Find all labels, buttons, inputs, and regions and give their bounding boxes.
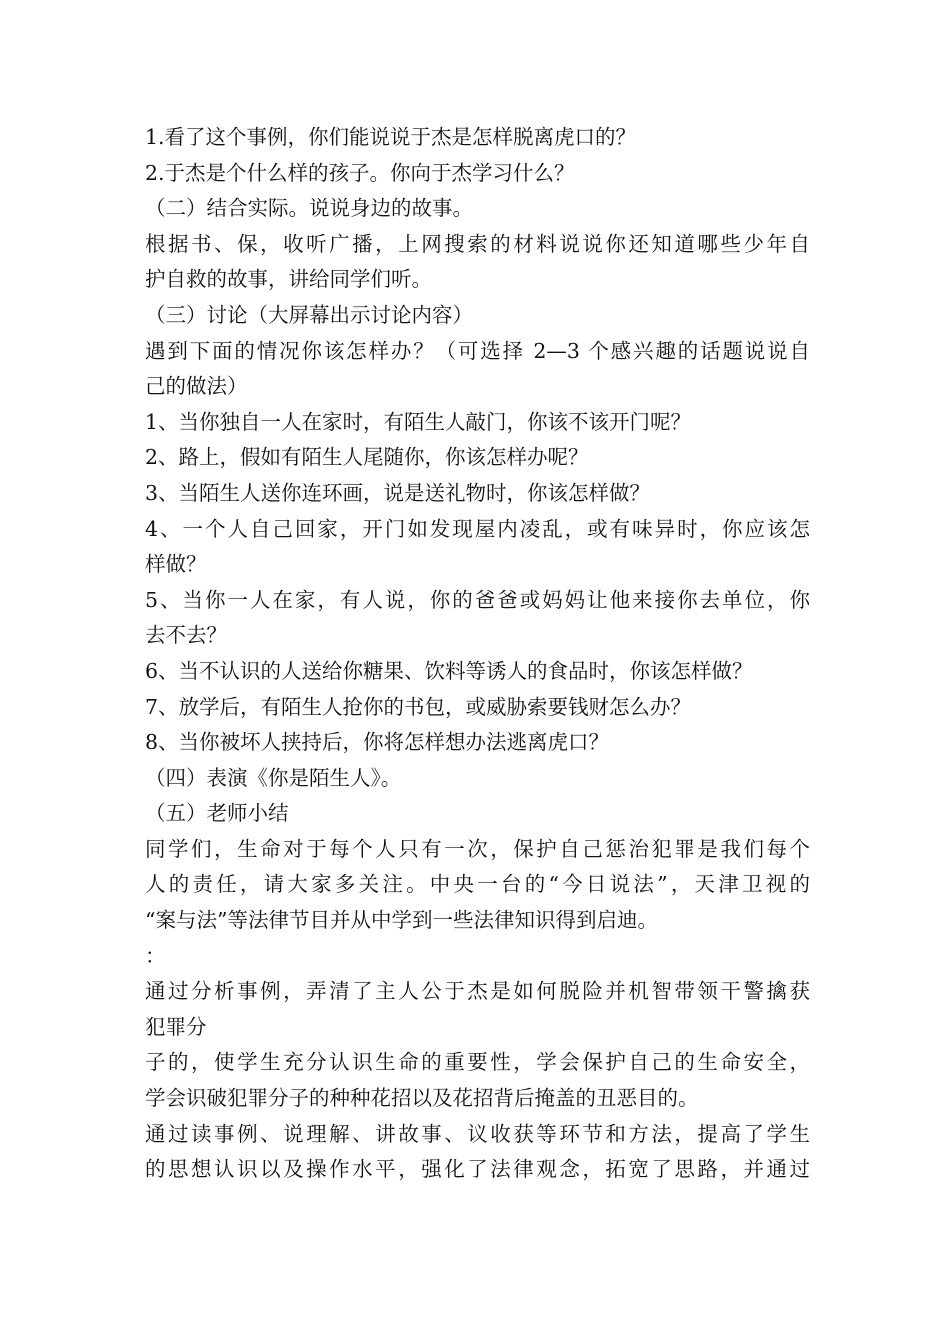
document-line: 1.看了这个事例，你们能说说于杰是怎样脱离虎口的？ bbox=[145, 125, 637, 149]
document-line: 犯罪分 bbox=[145, 1014, 207, 1039]
document-line: 学会识破犯罪分子的种种花招以及花招背后掩盖的丑恶目的。 bbox=[145, 1086, 699, 1111]
document-line: 1、当你独自一人在家时，有陌生人敲门，你该不该开门呢？ bbox=[145, 409, 692, 434]
document-line: （五）老师小结 bbox=[145, 801, 289, 826]
document-line: 7、放学后，有陌生人抢你的书包，或威胁索要钱财怎么办？ bbox=[145, 694, 692, 719]
document-line: 2.于杰是个什么样的孩子。你向于杰学习什么？ bbox=[145, 160, 575, 185]
document-line: （四）表演《你是陌生人》。 bbox=[145, 765, 402, 790]
document-line: 8、当你被坏人挟持后，你将怎样想办法逃离虎口？ bbox=[145, 730, 610, 755]
document-line: 人的责任，请大家多关注。中央一台的“今日说法”，天津卫视的 bbox=[145, 872, 810, 897]
document-line: 子的，使学生充分认识生命的重要性，学会保护自己的生命安全， bbox=[145, 1050, 810, 1075]
document-line: 样做？ bbox=[145, 552, 207, 577]
document-line: 4、一个人自己回家，开门如发现屋内凌乱，或有味异时，你应该怎 bbox=[145, 516, 810, 541]
document-line: 2、路上，假如有陌生人尾随你，你该怎样办呢？ bbox=[145, 445, 589, 470]
document-line: 护自救的故事，讲给同学们听。 bbox=[145, 267, 432, 292]
document-line: 6、当不认识的人送给你糖果、饮料等诱人的食品时，你该怎样做？ bbox=[145, 658, 753, 683]
document-line: 根据书、保，收听广播，上网搜索的材料说说你还知道哪些少年自 bbox=[145, 231, 810, 256]
document-line: 5、当你一人在家，有人说，你的爸爸或妈妈让他来接你去单位，你 bbox=[145, 587, 810, 612]
document-line: （二）结合实际。说说身边的故事。 bbox=[145, 196, 473, 221]
document-line: 通过分析事例，弄清了主人公于杰是如何脱险并机智带领干警擒获 bbox=[145, 979, 810, 1004]
document-line: （三）讨论（大屏幕出示讨论内容） bbox=[145, 302, 473, 327]
document-line: 己的做法） bbox=[145, 374, 248, 399]
document-line: 遇到下面的情况你该怎样办？（可选择 2—3 个感兴趣的话题说说自 bbox=[145, 338, 810, 363]
document-body bbox=[145, 120, 810, 1188]
document-line: 的思想认识以及操作水平，强化了法律观念，拓宽了思路，并通过 bbox=[145, 1157, 810, 1182]
document-line: 去不去？ bbox=[145, 623, 227, 648]
document-line: 通过读事例、说理解、讲故事、议收获等环节和方法，提高了学生 bbox=[145, 1121, 810, 1146]
document-line: “案与法”等法律节目并从中学到一些法律知识得到启迪。 bbox=[145, 908, 658, 933]
document-line: 3、当陌生人送你连环画，说是送礼物时，你该怎样做？ bbox=[145, 480, 651, 505]
document-line: 同学们，生命对于每个人只有一次，保护自己惩治犯罪是我们每个 bbox=[145, 836, 810, 861]
document-line: ： bbox=[145, 943, 166, 968]
